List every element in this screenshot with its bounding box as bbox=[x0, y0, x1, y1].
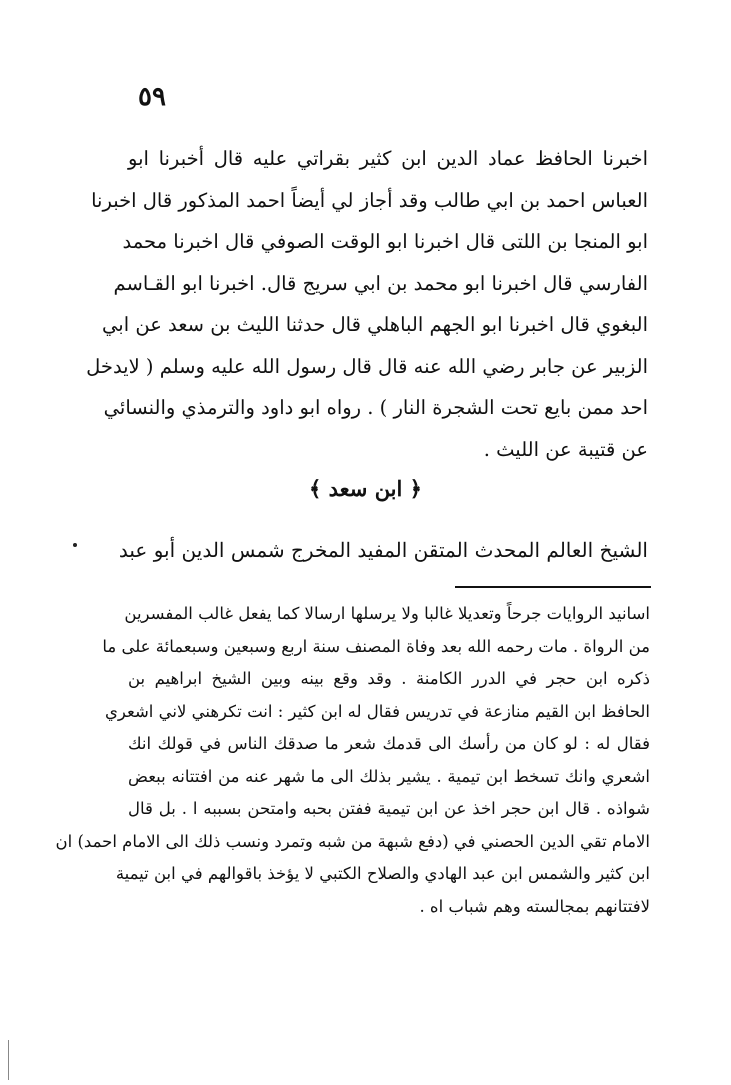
footnote-line: من الرواة . مات رحمه الله بعد وفاة المصنف سنة اربع وسبعين وسبعمائة على ما bbox=[102, 636, 650, 656]
main-text-line: الزبير عن جابر رضي الله عنه قال قال رسول الله عليه وسلم ( لايدخل bbox=[86, 354, 648, 378]
footnote-block bbox=[55, 598, 650, 923]
main-text-line: ابو المنجا بن اللتى قال اخبرنا ابو الوقت الصوفي قال اخبرنا محمد bbox=[122, 230, 648, 253]
main-text-line: البغوي قال اخبرنا ابو الجهم الباهلي قال حدثنا الليث بن سعد عن ابي bbox=[102, 313, 648, 336]
margin-mark bbox=[73, 543, 77, 547]
footnote-line: ذكره ابن حجر في الدرر الكامنة . وقد وقع بينه وبين الشيخ ابراهيم بن bbox=[128, 669, 650, 688]
footnote-line: الامام تقي الدين الحصني في (دفع شبهة من شبه وتمرد ونسب ذلك الى الامام احمد) ان bbox=[55, 831, 650, 851]
footnote-line: لافتتانهم بمجالسته وهم شباب اه . bbox=[419, 896, 650, 916]
page-number: ٥٩ bbox=[138, 82, 166, 112]
footnote-divider bbox=[455, 586, 651, 588]
footnote-line: اشعري وانك تسخط ابن تيمية . يشير بذلك الى ما شهر عنه من افتتانه ببعض bbox=[128, 766, 650, 786]
main-text-line: عن قتيبة عن الليث . bbox=[483, 437, 648, 461]
main-text-block bbox=[86, 138, 648, 470]
section-first-line: الشيخ العالم المحدث المتقن المفيد المخرج شمس الدين أبو عبد bbox=[118, 538, 648, 562]
main-text-line: الفارسي قال اخبرنا ابو محمد بن ابي سريج قال. اخبرنا ابو القـاسم bbox=[113, 271, 648, 295]
footnote-line: الحافظ ابن القيم منازعة في تدريس فقال له ابن كثير : انت تكرهني لاني اشعري bbox=[104, 701, 650, 721]
footnote-line: فقال له : لو كان من رأسك الى قدمك شعر ما صدقك الناس في قولك انك bbox=[128, 734, 650, 753]
main-text-line: العباس احمد بن ابي طالب وقد أجاز لي أيضاً احمد المذكور قال اخبرنا bbox=[91, 188, 648, 212]
section-heading: ﴿ ابن سعد ﴾ bbox=[309, 476, 422, 501]
page-edge-mark bbox=[8, 1040, 9, 1080]
main-text-line: اخبرنا الحافظ عماد الدين ابن كثير بقراتي عليه قال أخبرنا ابو bbox=[128, 147, 648, 170]
footnote-line: ابن كثير والشمس ابن عبد الهادي والصلاح الكتبي لا يؤخذ باقوالهم في ابن تيمية bbox=[115, 864, 650, 883]
main-text-line: احد ممن بايع تحت الشجرة النار ) . رواه ابو داود والترمذي والنسائي bbox=[103, 396, 648, 419]
footnote-line: شواذه . قال ابن حجر اخذ عن ابن تيمية ففتن بحبه وامتحن بسببه ا . بل قال bbox=[128, 799, 650, 818]
footnote-line: اسانيد الروايات جرحاً وتعديلا غالبا ولا يرسلها ارسالا كما يفعل غالب المفسرين bbox=[124, 604, 650, 623]
